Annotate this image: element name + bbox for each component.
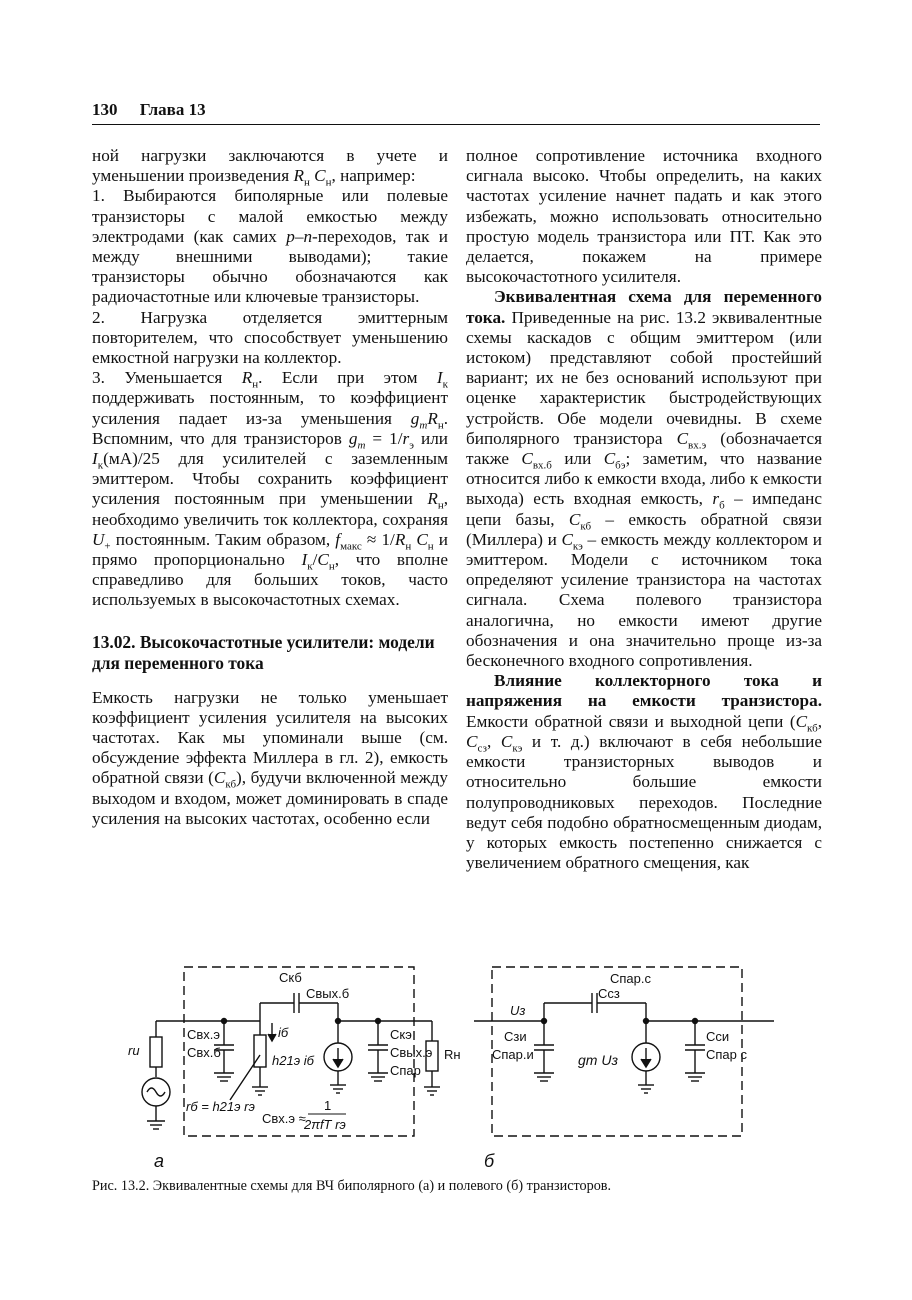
label-ri: rи [128, 1043, 140, 1058]
page-number: 130 [92, 100, 118, 119]
label-a: а [154, 1151, 165, 1171]
label-cvyx-b: Cвых.б [306, 986, 350, 1001]
label-cvyx-e: Cвых.э [390, 1045, 433, 1060]
paragraph: Эквивалентная схема для переменного тока. Приведенные на рис. 13.2 эквивалентные схемы каскадов с общим эмиттером (или истоком) представляют собой простейший вариант; их не без оснований используют при оценке характеристик быстродействующих устройств. Обе модели очевидны. В схеме биполярного транзистора $C_{вх.э}$ (обозначается также $C_{вх.б}$ или $C_{бэ}$; заметим, что название относится либо к емкости входа, либо к емкости выхода) есть входная емкость, $r_б$ – импеданс цепи базы, $C_{кб}$ – емкость обратной связи (Миллера) и $C_{кэ}$ – емкость между коллектором и эмиттером. Модели с источником тока определяют усиление транзистора на частотах сигнала. Схема полевого транзистора аналогична, но емкости имеют другие обозначения и она значительно проще из-за бесконечного входного сопротивления. [466, 287, 822, 671]
label-rb-eq: rб = h21э rэ [186, 1099, 255, 1114]
label-czi: Cзи [504, 1029, 527, 1044]
label-csi: Cси [706, 1029, 730, 1044]
paragraph: Емкость нагрузки не только уменьшает коэффициент усиления усилителя на высоких частотах. Как мы упоминали выше (см. обсуждение эффекта Миллера в гл. 2), емкость обратной связи $(C_{кб})$, будучи включенной между выходом и входом, может доминировать в спаде усиления на высоких частотах, особенно если [92, 687, 448, 828]
section-heading: 13.02. Высокочастотные усилители: модели для переменного тока [92, 631, 435, 673]
label-cpar-s: Cпар с [706, 1047, 747, 1062]
label-ckb: Cкб [279, 970, 302, 985]
label-cke: Cкэ [390, 1027, 412, 1042]
label-h21e-ib: h21э iб [272, 1053, 314, 1068]
label-cvx-e: Cвх.э [187, 1027, 221, 1042]
figure-13-2 [92, 955, 820, 1175]
label-cvx-eq: Cвх.э ≈ [262, 1111, 306, 1126]
equivalent-circuits-diagram [92, 955, 820, 1175]
paragraph: полное сопротивление источника входного сигнала высоко. Чтобы определить, на каких частотах усиление начнет падать и как этого избежать, можно использовать относительно простую модель транзистора или ПТ. Как это делается, покажем на примере высокочастотного усилителя. [466, 146, 822, 287]
figure-caption: Рис. 13.2. Эквивалентные схемы для ВЧ биполярного (а) и полевого (б) транзисторов. [92, 1178, 612, 1194]
label-b: б [484, 1151, 495, 1171]
chapter-title: Глава 13 [139, 100, 206, 119]
running-header [92, 100, 820, 125]
label-cpar-c: Cпар.с [610, 971, 651, 986]
label-u3: Uз [510, 1003, 526, 1018]
left-column [92, 146, 448, 829]
paragraph: ной нагрузки заключаются в учете и уменьшении произведения $R_н$ $C_н$, например: [92, 146, 448, 189]
label-csz: Cсз [598, 986, 620, 1001]
label-cvx-eq-den: 2πfT rэ [304, 1117, 346, 1132]
paragraph: Влияние коллекторного тока и напряжения на емкости транзистора. Емкости обратной связи и выходной цепи ($C_{кб}$, $C_{сз}$, $C_{кэ}$ и т. д.) включают в себя небольшие емкости транзисторных выводов и относительно большие емкости полупроводниковых переходов. Последние ведут себя подобно обратносмещенным диодам, у которых емкость постепенно снижается с увеличением обратного смещения, как [466, 671, 822, 873]
label-cpar-i: Cпар.и [492, 1047, 534, 1062]
paragraph: 2. Нагрузка отделяется эмиттерным повторителем, что способствует уменьшению емкостной нагрузки на коллектор. [92, 307, 448, 368]
label-gm-u3: gm Uз [578, 1052, 618, 1068]
paragraph: 1. Выбираются биполярные или полевые транзисторы с малой емкостью между электродами (как самих p–n-переходов, так и между внешними выводами); такие транзисторы обычно обозначаются как радиочастотные или ключевые транзисторы. [92, 186, 448, 307]
label-cvx-eq-num: 1 [324, 1098, 332, 1113]
paragraph: 3. Уменьшается $R_н$. Если при этом $I_к$ поддерживать постоянным, то коэффициент усиления падает из-за уменьшения $g_mR_н$. Вспомним, что для транзисторов $g_m = 1/r_э$ или $I_к(мА)/25$ для усилителей с заземленным эмиттером. Чтобы сохранить коэффициент усиления постоянным при уменьшении $R_н$, необходимо увеличить ток коллектора, сохраняя $U_+$ постоянным. Таким образом, $f_{макс} \approx 1/R_н$ $C_н$ и прямо пропорционально $I_к/C_н$, что вполне справедливо для больших токов, часто используемых в высокочастотных схемах. [92, 368, 448, 610]
label-cpar: Cпар [390, 1063, 421, 1078]
label-rn: Rн [444, 1047, 461, 1062]
label-ib: iб [278, 1025, 289, 1040]
right-column [466, 146, 822, 873]
label-cvx-b: Cвх.б [187, 1045, 221, 1060]
